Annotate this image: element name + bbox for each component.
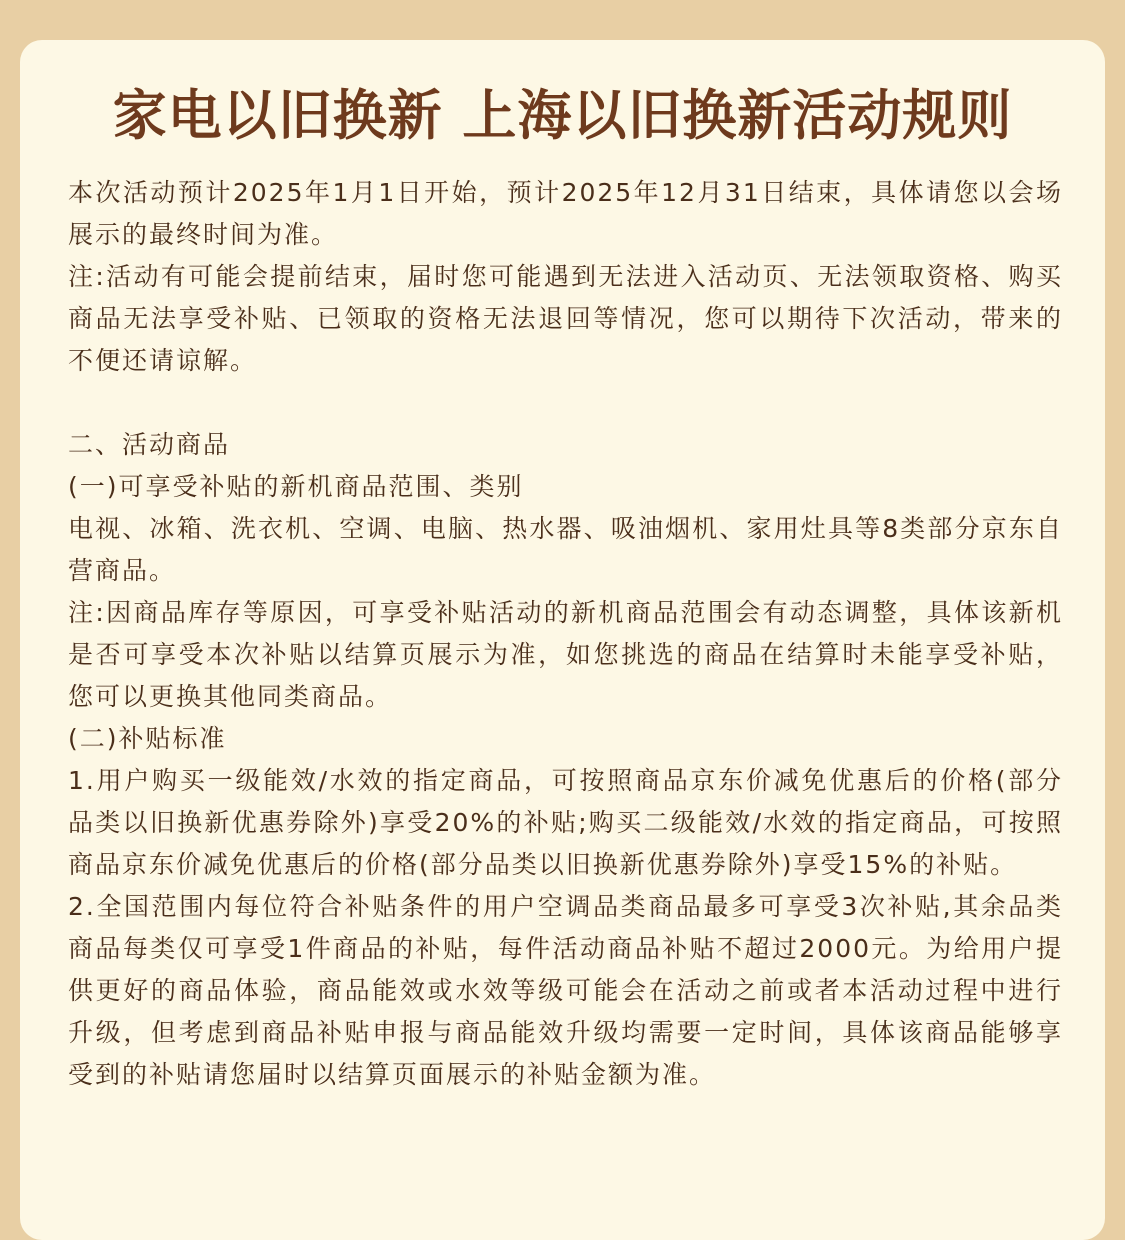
subsidy-rule-2: 2.全国范围内每位符合补贴条件的用户空调品类商品最多可享受3次补贴,其余品类商品每类仅可享受1件商品的补贴，每件活动商品补贴不超过2000元。为给用户提供更好的商品体验，商品能效或水效等级可能会在活动之前或者本活动过程中进行升级，但考虑到商品补贴申报与商品能效升级均需要一定时间，具体该商品能够享受到的补贴请您届时以结算页面展示的补贴金额为准。 [68,892,1063,1089]
rules-content [68,172,1063,1096]
subsidy-rule-1: 1.用户购买一级能效/水效的指定商品，可按照商品京东价减免优惠后的价格(部分品类以旧换新优惠券除外)享受20%的补贴;购买二级能效/水效的指定商品，可按照商品京东价减免优惠后的价格(部分品类以旧换新优惠券除外)享受15%的补贴。 [68,766,1063,879]
page-title: 家电以旧换新 上海以旧换新活动规则 [112,84,1013,147]
early-end-note: 注:活动有可能会提前结束，届时您可能遇到无法进入活动页、无法领取资格、购买商品无法享受补贴、已领取的资格无法退回等情况，您可以期待下次活动，带来的不便还请谅解。 [68,262,1063,375]
subsection-heading-standard: (二)补贴标准 [68,724,227,753]
product-categories-text: 电视、冰箱、洗衣机、空调、电脑、热水器、吸油烟机、家用灶具等8类部分京东自营商品。 [68,514,1063,585]
section-heading-products: 二、活动商品 [68,430,231,459]
section-spacer [68,382,1063,424]
subsection-heading-scope: (一)可享受补贴的新机商品范围、类别 [68,472,524,501]
product-scope-note: 注:因商品库存等原因，可享受补贴活动的新机商品范围会有动态调整，具体该新机是否可享受本次补贴以结算页展示为准，如您挑选的商品在结算时未能享受补贴，您可以更换其他同类商品。 [68,598,1063,711]
activity-period-text: 本次活动预计2025年1月1日开始，预计2025年12月31日结束，具体请您以会场展示的最终时间为准。 [68,178,1063,249]
